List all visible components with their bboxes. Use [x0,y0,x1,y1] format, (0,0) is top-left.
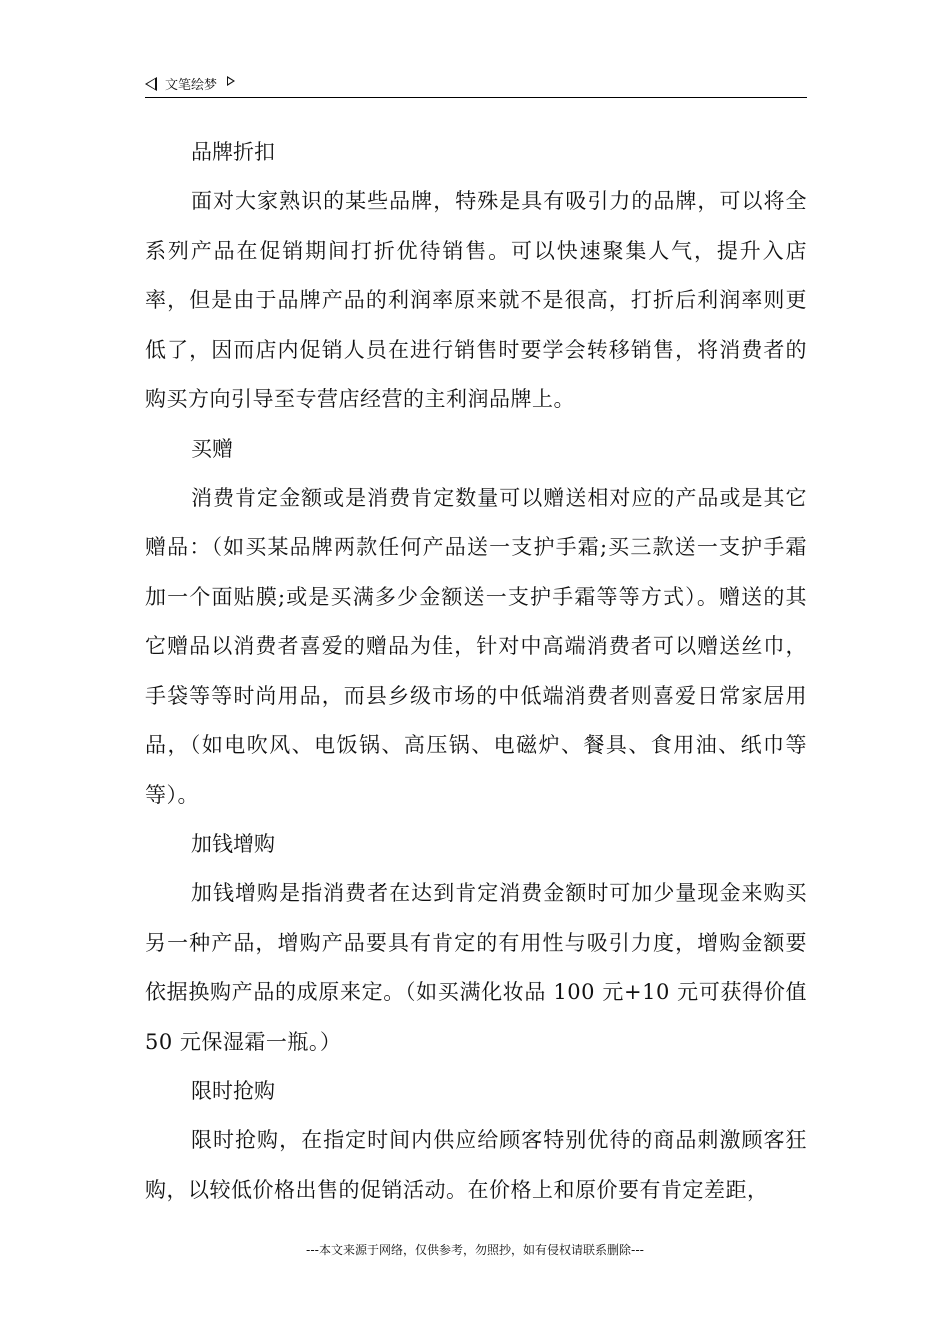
section-heading: 加钱增购 [191,832,275,856]
page-footer: ---本文来源于网络，仅供参考，勿照抄，如有侵权请联系删除--- [306,1243,644,1257]
header-title: 文笔绘梦 [165,78,218,93]
document-body [145,128,807,1215]
page-header [145,72,807,98]
section-buy-gift [145,425,807,821]
header-title-group [145,74,235,93]
section-paragraph: 限时抢购，在指定时间内供应给顾客特别优待的商品刺激顾客狂购，以较低价格出售的促销活动。在价格上和原价要有肯定差距， [145,1128,807,1202]
section-add-purchase [145,820,807,1067]
section-paragraph: 加钱增购是指消费者在达到肯定消费金额时可加少量现金来购买另一种产品，增购产品要具有肯定的有用性与吸引力度，增购金额要依据换购产品的成原来定。（如买满化妆品 100 元+10 元可获得价值 50 元保湿霜一瓶。） [145,881,807,1054]
section-heading: 买赠 [191,436,233,461]
triangle-left-outline-icon [145,77,157,91]
section-brand-discount [145,128,807,425]
section-paragraph: 消费肯定金额或是消费肯定数量可以赠送相对应的产品或是其它赠品：（如买某品牌两款任何产品送一支护手霜;买三款送一支护手霜加一个面贴膜;或是买满多少金额送一支护手霜等等方式）。赠送的其它赠品以消费者喜爱的赠品为佳，针对中高端消费者可以赠送丝巾，手袋等等时尚用品，而县乡级市场的中低端消费者则喜爱日常家居用品，（如电吹风、电饭锅、高压锅、电磁炉、餐具、食用油、纸巾等等）。 [145,485,807,807]
section-paragraph: 面对大家熟识的某些品牌，特殊是具有吸引力的品牌，可以将全系列产品在促销期间打折优待销售。可以快速聚集人气，提升入店率，但是由于品牌产品的利润率原来就不是很高，打折后利润率则更低了，因而店内促销人员在进行销售时要学会转移销售，将消费者的购买方向引导至专营店经营的主利润品牌上。 [145,189,807,411]
section-heading: 限时抢购 [191,1079,275,1103]
section-flash-sale [145,1067,807,1215]
section-heading: 品牌折扣 [191,140,275,164]
triangle-right-outline-icon [227,76,235,86]
